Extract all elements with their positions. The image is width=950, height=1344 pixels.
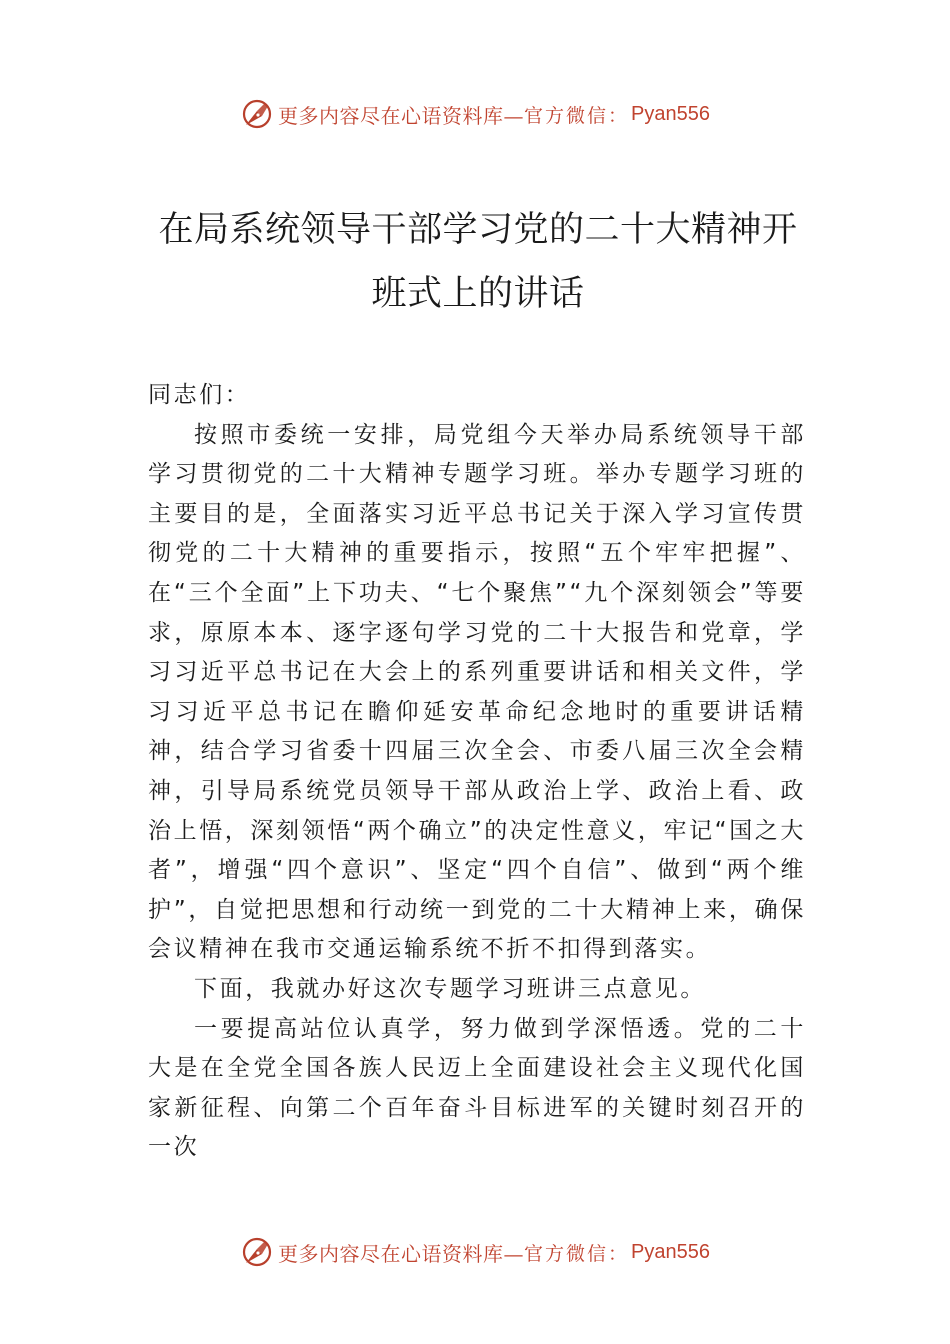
header-watermark-banner [0, 92, 950, 136]
pen-nib-logo-icon [240, 1235, 274, 1269]
banner-wechat-label: 官方微信： [524, 104, 630, 127]
banner-wechat-id: Pyan556 [631, 1240, 710, 1263]
document-title: 在局系统领导干部学习党的二十大精神开班式上的讲话 [158, 210, 798, 314]
banner-text: 更多内容尽在心语资料库— [278, 103, 524, 128]
pen-nib-logo-icon [240, 97, 274, 131]
footer-watermark-banner [0, 1230, 950, 1274]
paragraph-1: 按照市委统一安排，局党组今天举办局系统领导干部学习贯彻党的二十大精神专题学习班。举办专题学习班的主要目的是，全面落实习近平总书记关于深入学习宣传贯彻党的二十大精神的重要指示，按照“五个牢牢把握”、在“三个全面”上下功夫、“七个聚焦”“九个深刻领会”等要求，原原本本、逐字逐句学习党的二十大报告和党章，学习习近平总书记在大会上的系列重要讲话和相关文件，学习习近平总书记在瞻仰延安革命纪念地时的重要讲话精神，结合学习省委十四届三次全会、市委八届三次全会精神，引导局系统党员领导干部从政治上学、政治上看、政治上悟，深刻领悟“两个确立”的决定性意义，牢记“国之大者”，增强“四个意识”、坚定“四个自信”、做到“两个维护”，自觉把思想和行动统一到党的二十大精神上来，确保会议精神在我市交通运输系统不折不扣得到落实。 [148, 421, 806, 963]
paragraph-2: 下面，我就办好这次专题学习班讲三点意见。 [194, 975, 706, 1002]
banner-wechat-label: 官方微信： [524, 1242, 630, 1265]
paragraph-3: 一要提高站位认真学，努力做到学深悟透。党的二十大是在全党全国各族人民迈上全面建设社会主义现代化国家新征程、向第二个百年奋斗目标进军的关键时刻召开的一次 [148, 1015, 806, 1161]
banner-text: 更多内容尽在心语资料库— [278, 1241, 524, 1266]
document-body [148, 376, 806, 1168]
banner-wechat-id: Pyan556 [631, 102, 710, 125]
salutation: 同志们： [148, 382, 251, 408]
